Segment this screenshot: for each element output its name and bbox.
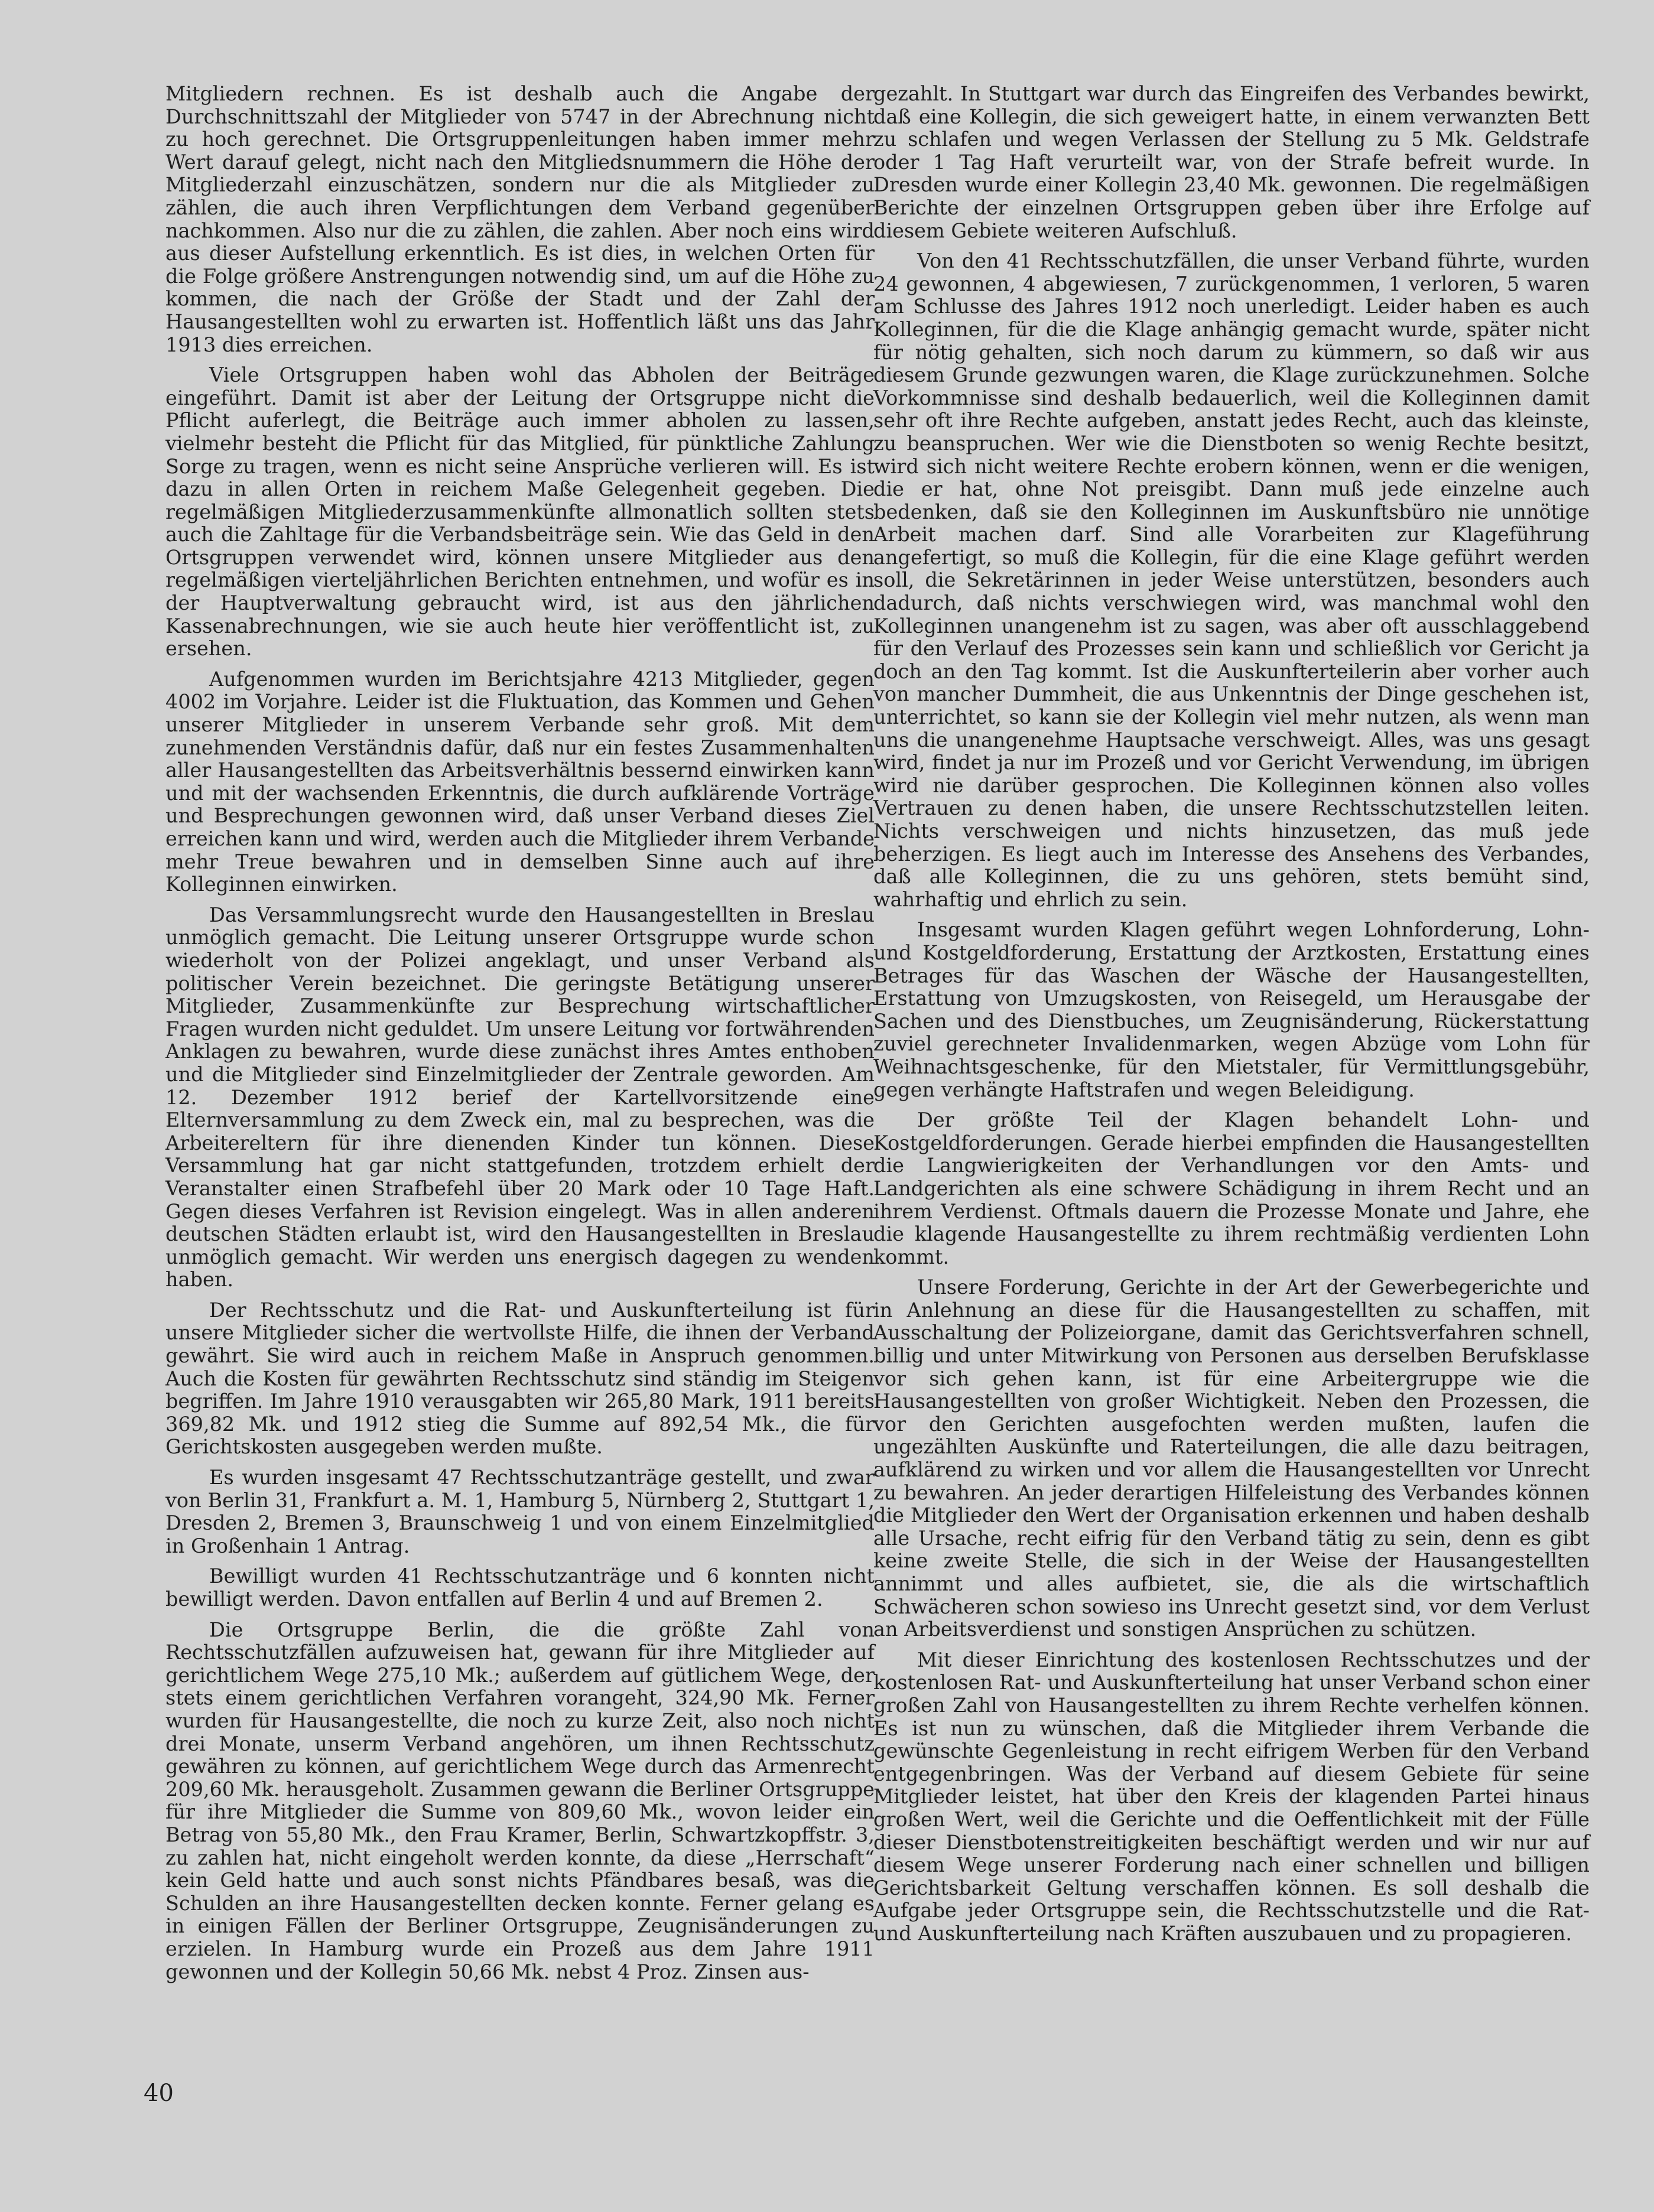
paragraph: Viele Ortsgruppen haben wohl das Abholen der Beiträge eingeführt. Damit ist aber der Leitung der Ortsgruppe nicht die Pflicht auferlegt, die Beiträge auch immer abholen zu lassen, vielmehr besteht die Pflicht für das Mitglied, für pünktliche Zahlung Sorge zu tragen, wenn es nicht seine Ansprüche verlieren will. Es ist dazu in allen Orten in reichem Maße Gelegenheit gegeben. Die regelmäßigen Mitgliederzusammenkünfte allmonatlich sollten stets auch die Zahltage für die Verbandsbeiträge sein. Wie das Geld in den Ortsgruppen verwendet wird, können unsere Mitglieder aus den regelmäßigen vierteljährlichen Berichten entnehmen, und wofür es in der Hauptverwaltung gebraucht wird, ist aus den jährlichen Kassenabrechnungen, wie sie auch heute hier veröffentlicht ist, zu ersehen. [165,363,875,661]
paragraph: Das Versammlungsrecht wurde den Hausangestellten in Breslau unmöglich gemacht. Die Leitung unserer Ortsgruppe wurde schon wiederholt von der Polizei angeklagt, und unser Verband als politischer Verein bezeichnet. Die geringste Betätigung unserer Mitglieder, Zusammenkünfte zur Besprechung wirtschaftlicher Fragen wurden nicht geduldet. Um unsere Leitung vor fortwährenden Anklagen zu bewahren, wurde diese zunächst ihres Amtes enthoben und die Mitglieder sind Einzelmitglieder der Zentrale geworden. Am 12. Dezember 1912 berief der Kartellvorsitzende eine Elternversammlung zu dem Zweck ein, mal zu besprechen, was die Arbeitereltern für ihre dienenden Kinder tun können. Diese Versammlung hat gar nicht stattgefunden, trotzdem erhielt der Veranstalter einen Strafbefehl über 20 Mark oder 10 Tage Haft. Gegen dieses Verfahren ist Revision eingelegt. Was in allen anderen deutschen Städten erlaubt ist, wird den Hausangestellten in Breslau unmöglich gemacht. Wir werden uns energisch dagegen zu wenden haben. [165,903,875,1292]
paragraph: Die Ortsgruppe Berlin, die die größte Zahl von Rechtsschutzfällen aufzuweisen hat, gewann für ihre Mitglieder auf gerichtlichem Wege 275,10 Mk.; außerdem auf gütlichem Wege, der stets einem gerichtlichen Verfahren vorangeht, 324,90 Mk. Ferner wurden für Hausangestellte, die noch zu kurze Zeit, also noch nicht drei Monate, unserm Verband angehören, um ihnen Rechtsschutz gewähren zu können, auf gerichtlichem Wege durch das Armenrecht 209,60 Mk. herausgeholt. Zusammen gewann die Berliner Ortsgruppe für ihre Mitglieder die Summe von 809,60 Mk., wovon leider ein Betrag von 55,80 Mk., den Frau Kramer, Berlin, Schwartzkopffstr. 3, zu zahlen hat, nicht eingeholt werden konnte, da diese „Herrschaft“ kein Geld hatte und auch sonst nichts Pfändbares besaß, was die Schulden an ihre Hausangestellten decken konnte. Ferner gelang es in einigen Fällen der Berliner Ortsgruppe, Zeugnisänderungen zu erzielen. In Hamburg wurde ein Prozeß aus dem Jahre 1911 gewonnen und der Kollegin 50,66 Mk. nebst 4 Proz. Zinsen aus- [165,1618,875,1983]
paragraph: Unsere Forderung, Gerichte in der Art der Gewerbegerichte und in Anlehnung an diese für die Hausangestellten zu schaffen, mit Ausschaltung der Polizeiorgane, damit das Gerichtsverfahren schnell, billig und unter Mitwirkung von Personen aus derselben Berufsklasse vor sich gehen kann, ist für eine Arbeitergruppe wie die Hausangestellten von großer Wichtigkeit. Neben den Prozessen, die vor den Gerichten ausgefochten werden mußten, laufen die ungezählten Auskünfte und Raterteilungen, die alle dazu beitragen, aufklärend zu wirken und vor allem die Hausangestellten vor Unrecht zu bewahren. An jeder derartigen Hilfeleistung des Verbandes können die Mitglieder den Wert der Organisation erkennen und haben deshalb alle Ursache, recht eifrig für den Verband tätig zu sein, denn es gibt keine zweite Stelle, die sich in der Weise der Hausangestellten annimmt und alles aufbietet, sie, die als die wirtschaftlich Schwächeren schon sowieso ins Unrecht gesetzt sind, vor dem Verlust an Arbeitsverdienst und sonstigen Ansprüchen zu schützen. [873,1276,1590,1641]
paragraph: Es wurden insgesamt 47 Rechtsschutzanträge gestellt, und zwar von Berlin 31, Frankfurt a. M. 1, Hamburg 5, Nürnberg 2, Stuttgart 1, Dresden 2, Bremen 3, Braunschweig 1 und von einem Einzelmitglied in Großenhain 1 Antrag. [165,1466,875,1557]
paragraph: gezahlt. In Stuttgart war durch das Eingreifen des Verbandes bewirkt, daß eine Kollegin, die sich geweigert hatte, in einem verwanzten Bett zu schlafen und wegen Verlassen der Stellung zu 5 Mk. Geldstrafe oder 1 Tag Haft verurteilt war, von der Strafe befreit wurde. In Dresden wurde einer Kollegin 23,40 Mk. gewonnen. Die regelmäßigen Berichte der einzelnen Ortsgruppen geben über ihre Erfolge auf diesem Gebiete weiteren Aufschluß. [873,82,1590,242]
paragraph: Mit dieser Einrichtung des kostenlosen Rechtsschutzes und der kostenlosen Rat- und Auskunfterteilung hat unser Verband schon einer großen Zahl von Hausangestellten zu ihrem Rechte verhelfen können. Es ist nun zu wünschen, daß die Mitglieder ihrem Verbande die gewünschte Gegenleistung in recht eifrigem Werben für den Verband entgegenbringen. Was der Verband auf diesem Gebiete für seine Mitglieder leistet, hat über den Kreis der klagenden Partei hinaus großen Wert, weil die Gerichte und die Oeffentlichkeit mit der Fülle dieser Dienstbotenstreitigkeiten beschäftigt werden und wir nur auf diesem Wege unserer Forderung nach einer schnellen und billigen Gerichtsbarkeit Geltung verschaffen können. Es soll deshalb die Aufgabe jeder Ortsgruppe sein, die Rechtsschutzstelle und die Rat- und Auskunfterteilung nach Kräften auszubauen und zu propagieren. [873,1648,1590,1945]
paragraph: Der Rechtsschutz und die Rat- und Auskunfterteilung ist für unsere Mitglieder sicher die wertvollste Hilfe, die ihnen der Verband gewährt. Sie wird auch in reichem Maße in Anspruch genommen. Auch die Kosten für gewährten Rechtsschutz sind ständig im Steigen begriffen. Im Jahre 1910 verausgabten wir 265,80 Mark, 1911 bereits 369,82 Mk. und 1912 stieg die Summe auf 892,54 Mk., die für Gerichtskosten ausgegeben werden mußte. [165,1298,875,1459]
page-number: 40 [144,2080,174,2107]
paragraph: Insgesamt wurden Klagen geführt wegen Lohnforderung, Lohn- und Kostgeldforderung, Erstattung der Arztkosten, Erstattung eines Betrages für das Waschen der Wäsche der Hausangestellten, Erstattung von Umzugskosten, von Reisegeld, um Herausgabe der Sachen und des Dienstbuches, um Zeugnisänderung, Rückerstattung zuviel gerechneter Invalidenmarken, wegen Abzüge vom Lohn für Weihnachtsgeschenke, für den Mietstaler, für Vermittlungsgebühr, gegen verhängte Haftstrafen und wegen Beleidigung. [873,918,1590,1101]
right-column [873,83,1590,1953]
paragraph: Bewilligt wurden 41 Rechtsschutzanträge und 6 konnten nicht bewilligt werden. Davon entfallen auf Berlin 4 und auf Bremen 2. [165,1564,875,1611]
paragraph: Der größte Teil der Klagen behandelt Lohn- und Kostgeldforderungen. Gerade hierbei empfinden die Hausangestellten die Langwierigkeiten der Verhandlungen vor den Amts- und Landgerichten als eine schwere Schädigung in ihrem Recht und an ihrem Verdienst. Oftmals dauern die Prozesse Monate und Jahre, ehe die klagende Hausangestellte zu ihrem rechtmäßig verdienten Lohn kommt. [873,1108,1590,1268]
paragraph: Mitgliedern rechnen. Es ist deshalb auch die Angabe der Durchschnittszahl der Mitglieder von 5747 in der Abrechnung nicht zu hoch gerechnet. Die Ortsgruppenleitungen haben immer mehr Wert darauf gelegt, nicht nach den Mitgliedsnummern die Höhe der Mitgliederzahl einzuschätzen, sondern nur die als Mitglieder zu zählen, die auch ihren Verpflichtungen dem Verband gegenüber nachkommen. Also nur die zu zählen, die zahlen. Aber noch eins wird aus dieser Aufstellung erkenntlich. Es ist dies, in welchen Orten für die Folge größere Anstrengungen notwendig sind, um auf die Höhe zu kommen, die nach der Größe der Stadt und der Zahl der Hausangestellten wohl zu erwarten ist. Hoffentlich läßt uns das Jahr 1913 dies erreichen. [165,82,875,356]
paragraph: Von den 41 Rechtsschutzfällen, die unser Verband führte, wurden 24 gewonnen, 4 abgewiesen, 7 zurückgenommen, 1 verloren, 5 waren am Schlusse des Jahres 1912 noch unerledigt. Leider haben es auch Kolleginnen, für die die Klage anhängig gemacht wurde, später nicht für nötig gehalten, sich noch darum zu kümmern, so daß wir aus diesem Grunde gezwungen waren, die Klage zurückzunehmen. Solche Vorkommnisse sind deshalb bedauerlich, weil die Kolleginnen damit sehr oft ihre Rechte aufgeben, anstatt jedes Recht, auch das kleinste, zu beanspruchen. Wer wie die Dienstboten so wenig Rechte besitzt, wird sich nicht weitere Rechte erobern können, wenn er die wenigen, die er hat, ohne Not preisgibt. Dann muß jede einzelne auch bedenken, daß sie den Kolleginnen im Auskunftsbüro nie unnötige Arbeit machen darf. Sind alle Vorarbeiten zur Klageführung angefertigt, so muß die Kollegin, für die eine Klage geführt werden soll, die Sekretärinnen in jeder Weise unterstützen, besonders auch dadurch, daß nichts verschwiegen wird, was manchmal wohl den Kolleginnen unangenehm ist zu sagen, was aber oft ausschlaggebend für den Verlauf des Prozesses sein kann und schließlich vor Gericht ja doch an den Tag kommt. Ist die Auskunfterteilerin aber vorher auch von mancher Dummheit, die aus Unkenntnis der Dinge geschehen ist, unterrichtet, so kann sie der Kollegin viel mehr nutzen, als wenn man uns die unangenehme Hauptsache verschweigt. Alles, was uns gesagt wird, findet ja nur im Prozeß und vor Gericht Verwendung, im übrigen wird nie darüber gesprochen. Die Kolleginnen können also volles Vertrauen zu denen haben, die unsere Rechtsschutzstellen leiten. Nichts verschweigen und nichts hinzusetzen, das muß jede beherzigen. Es liegt auch im Interesse des Ansehens des Verbandes, daß alle Kolleginnen, die zu uns gehören, stets bemüht sind, wahrhaftig und ehrlich zu sein. [873,249,1590,911]
paragraph: Aufgenommen wurden im Berichtsjahre 4213 Mitglieder, gegen 4002 im Vorjahre. Leider ist die Fluktuation, das Kommen und Gehen unserer Mitglieder in unserem Verbande sehr groß. Mit dem zunehmenden Verständnis dafür, daß nur ein festes Zusammenhalten aller Hausangestellten das Arbeitsverhältnis bessernd einwirken kann und mit der wachsenden Erkenntnis, die durch aufklärende Vorträge und Besprechungen gewonnen wird, daß unser Verband dieses Ziel erreichen kann und wird, werden auch die Mitglieder ihrem Verbande mehr Treue bewahren und in demselben Sinne auch auf ihre Kolleginnen einwirken. [165,667,875,896]
left-column [165,83,875,1991]
